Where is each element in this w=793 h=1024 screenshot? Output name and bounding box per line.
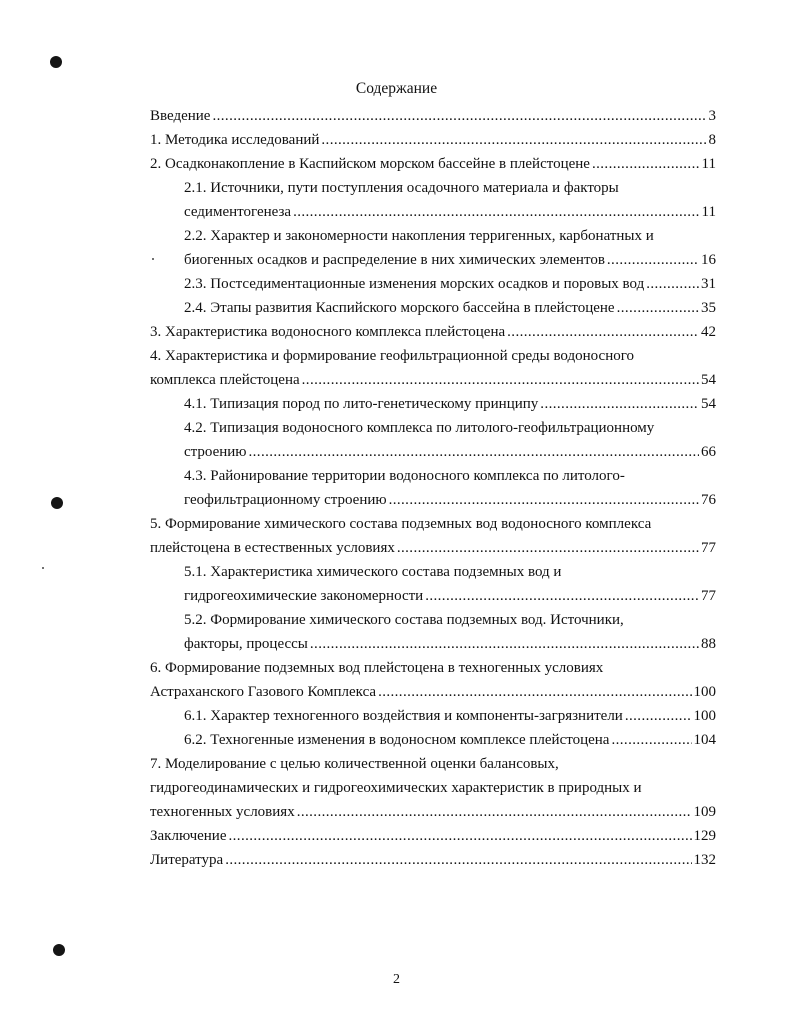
toc-entry	[150, 560, 716, 584]
toc-entry	[150, 128, 716, 152]
toc-entry-label: 6.1. Характер техногенного воздействия и компоненты-загрязнители	[184, 708, 623, 724]
toc-entry-label: 2. Осадконакопление в Каспийском морском бассейне в плейстоцене	[150, 156, 590, 172]
toc-entry-continuation	[150, 632, 716, 656]
toc-entry-label: 5. Формирование химического состава подземных вод водоносного комплекса	[150, 516, 652, 532]
punch-hole-top	[50, 56, 62, 68]
toc-entry-label-cont: геофильтрационному строению	[184, 492, 387, 508]
toc-entry-continuation	[150, 488, 716, 512]
toc-entry-label: 1. Методика исследований	[150, 132, 320, 148]
toc-leader-dots	[225, 848, 691, 872]
toc-entry	[150, 464, 716, 488]
toc-leader-dots	[397, 536, 699, 560]
toc-entry-label: 6. Формирование подземных вод плейстоцена в техногенных условиях	[150, 660, 604, 676]
toc-leader-dots	[297, 800, 692, 824]
toc-leader-dots	[321, 128, 706, 152]
toc-entry-page: 77	[701, 540, 716, 556]
toc-entry	[150, 824, 716, 848]
toc-entry-label: Заключение	[150, 828, 227, 844]
toc-leader-dots	[302, 368, 699, 392]
toc-entry	[150, 608, 716, 632]
toc-leader-dots	[212, 104, 706, 128]
toc-entry	[150, 416, 716, 440]
toc-entry	[150, 224, 716, 248]
table-of-contents	[150, 104, 716, 872]
punch-hole-bottom	[53, 944, 65, 956]
toc-entry-page: 100	[693, 708, 716, 724]
toc-entry-page: 104	[693, 732, 716, 748]
toc-entry-label: 4. Характеристика и формирование геофильтрационной среды водоносного	[150, 348, 634, 364]
toc-entry-page: 3	[708, 108, 716, 124]
toc-entry-page: 11	[701, 204, 716, 220]
toc-leader-dots	[229, 824, 692, 848]
toc-leader-dots	[611, 728, 691, 752]
toc-leader-dots	[625, 704, 692, 728]
toc-entry-label: 2.2. Характер и закономерности накопления терригенных, карбонатных и	[184, 228, 654, 244]
toc-entry	[150, 512, 716, 536]
toc-entry-label: 5.2. Формирование химического состава подземных вод. Источники,	[184, 612, 624, 628]
toc-leader-dots	[607, 248, 699, 272]
toc-leader-dots	[293, 200, 699, 224]
toc-entry-label: 2.3. Постседиментационные изменения морских осадков и поровых вод	[184, 276, 645, 292]
toc-entry	[150, 296, 716, 320]
toc-entry-page: 35	[701, 300, 716, 316]
toc-entry	[150, 728, 716, 752]
toc-entry-continuation	[150, 536, 716, 560]
toc-entry	[150, 104, 716, 128]
toc-entry	[150, 704, 716, 728]
toc-entry	[150, 272, 716, 296]
toc-leader-dots	[617, 296, 699, 320]
toc-entry-page: 8	[708, 132, 716, 148]
toc-entry-label-cont: комплекса плейстоцена	[150, 372, 300, 388]
toc-entry-label-cont: плейстоцена в естественных условиях	[150, 540, 395, 556]
toc-leader-dots	[425, 584, 699, 608]
toc-entry-label: 2.4. Этапы развития Каспийского морского бассейна в плейстоцене	[184, 300, 615, 316]
toc-leader-dots	[389, 488, 699, 512]
toc-leader-dots	[310, 632, 699, 656]
toc-leader-dots	[540, 392, 699, 416]
toc-entry-page: 77	[701, 588, 716, 604]
toc-entry-label: 3. Характеристика водоносного комплекса плейстоцена	[150, 324, 506, 340]
toc-entry-label-cont: гидрогеодинамических и гидрогеохимических характеристик в природных и	[150, 780, 642, 796]
toc-entry	[150, 176, 716, 200]
toc-entry	[150, 752, 716, 776]
toc-entry-page: 100	[693, 684, 716, 700]
toc-entry-label: 2.1. Источники, пути поступления осадочного материала и факторы	[184, 180, 619, 196]
toc-entry-page: 54	[701, 372, 716, 388]
toc-leader-dots	[507, 320, 699, 344]
toc-leader-dots	[646, 272, 699, 296]
toc-entry-label: 5.1. Характеристика химического состава подземных вод и	[184, 564, 562, 580]
toc-entry-label-cont: биогенных осадков и распределение в них химических элементов	[184, 252, 605, 268]
toc-entry-label: 4.1. Типизация пород по лито-генетическому принципу	[184, 396, 539, 412]
toc-entry-continuation	[150, 776, 716, 800]
toc-entry-page: 16	[701, 252, 716, 268]
page-title: Содержание	[355, 80, 438, 97]
toc-entry-label-cont: Астраханского Газового Комплекса	[150, 684, 377, 700]
toc-entry-page: 42	[701, 324, 716, 340]
toc-entry-label: 4.2. Типизация водоносного комплекса по литолого-геофильтрационному	[184, 420, 655, 436]
toc-entry-page: 66	[701, 444, 716, 460]
toc-entry-label: 4.3. Районирование территории водоносного комплекса по литолого-	[184, 468, 625, 484]
toc-entry-label-cont: строению	[184, 444, 247, 460]
toc-entry-continuation	[150, 248, 716, 272]
toc-entry-page: 88	[701, 636, 716, 652]
toc-entry-page: 31	[701, 276, 716, 292]
toc-entry-page: 54	[701, 396, 716, 412]
toc-leader-dots	[249, 440, 700, 464]
toc-entry-label-cont: седиментогенеза	[184, 204, 292, 220]
toc-entry-continuation	[150, 584, 716, 608]
toc-entry	[150, 392, 716, 416]
toc-entry-continuation	[150, 440, 716, 464]
toc-entry-page: 132	[693, 852, 716, 868]
toc-entry-label: Введение	[150, 108, 211, 124]
toc-entry-page: 76	[701, 492, 716, 508]
toc-leader-dots	[378, 680, 691, 704]
toc-entry-continuation	[150, 680, 716, 704]
punch-hole-middle	[51, 497, 63, 509]
toc-entry	[150, 656, 716, 680]
toc-entry-label: Литература	[150, 852, 224, 868]
toc-entry	[150, 152, 716, 176]
scan-speck	[42, 567, 44, 569]
toc-entry-label: 6.2. Техногенные изменения в водоносном комплексе плейстоцена	[184, 732, 610, 748]
page-number: 2	[393, 972, 400, 987]
toc-entry-label-cont: факторы, процессы	[184, 636, 308, 652]
toc-entry	[150, 344, 716, 368]
toc-entry-continuation	[150, 368, 716, 392]
toc-entry-page: 109	[693, 804, 716, 820]
toc-entry-label: 7. Моделирование с целью количественной оценки балансовых,	[150, 756, 559, 772]
toc-leader-dots	[592, 152, 700, 176]
toc-entry-continuation	[150, 200, 716, 224]
toc-entry-page: 129	[693, 828, 716, 844]
toc-entry-page: 11	[701, 156, 716, 172]
toc-entry-label-cont: техногенных условиях	[150, 804, 295, 820]
toc-entry	[150, 320, 716, 344]
toc-entry	[150, 848, 716, 872]
toc-entry-label-cont: гидрогеохимические закономерности	[184, 588, 424, 604]
toc-entry-continuation	[150, 800, 716, 824]
